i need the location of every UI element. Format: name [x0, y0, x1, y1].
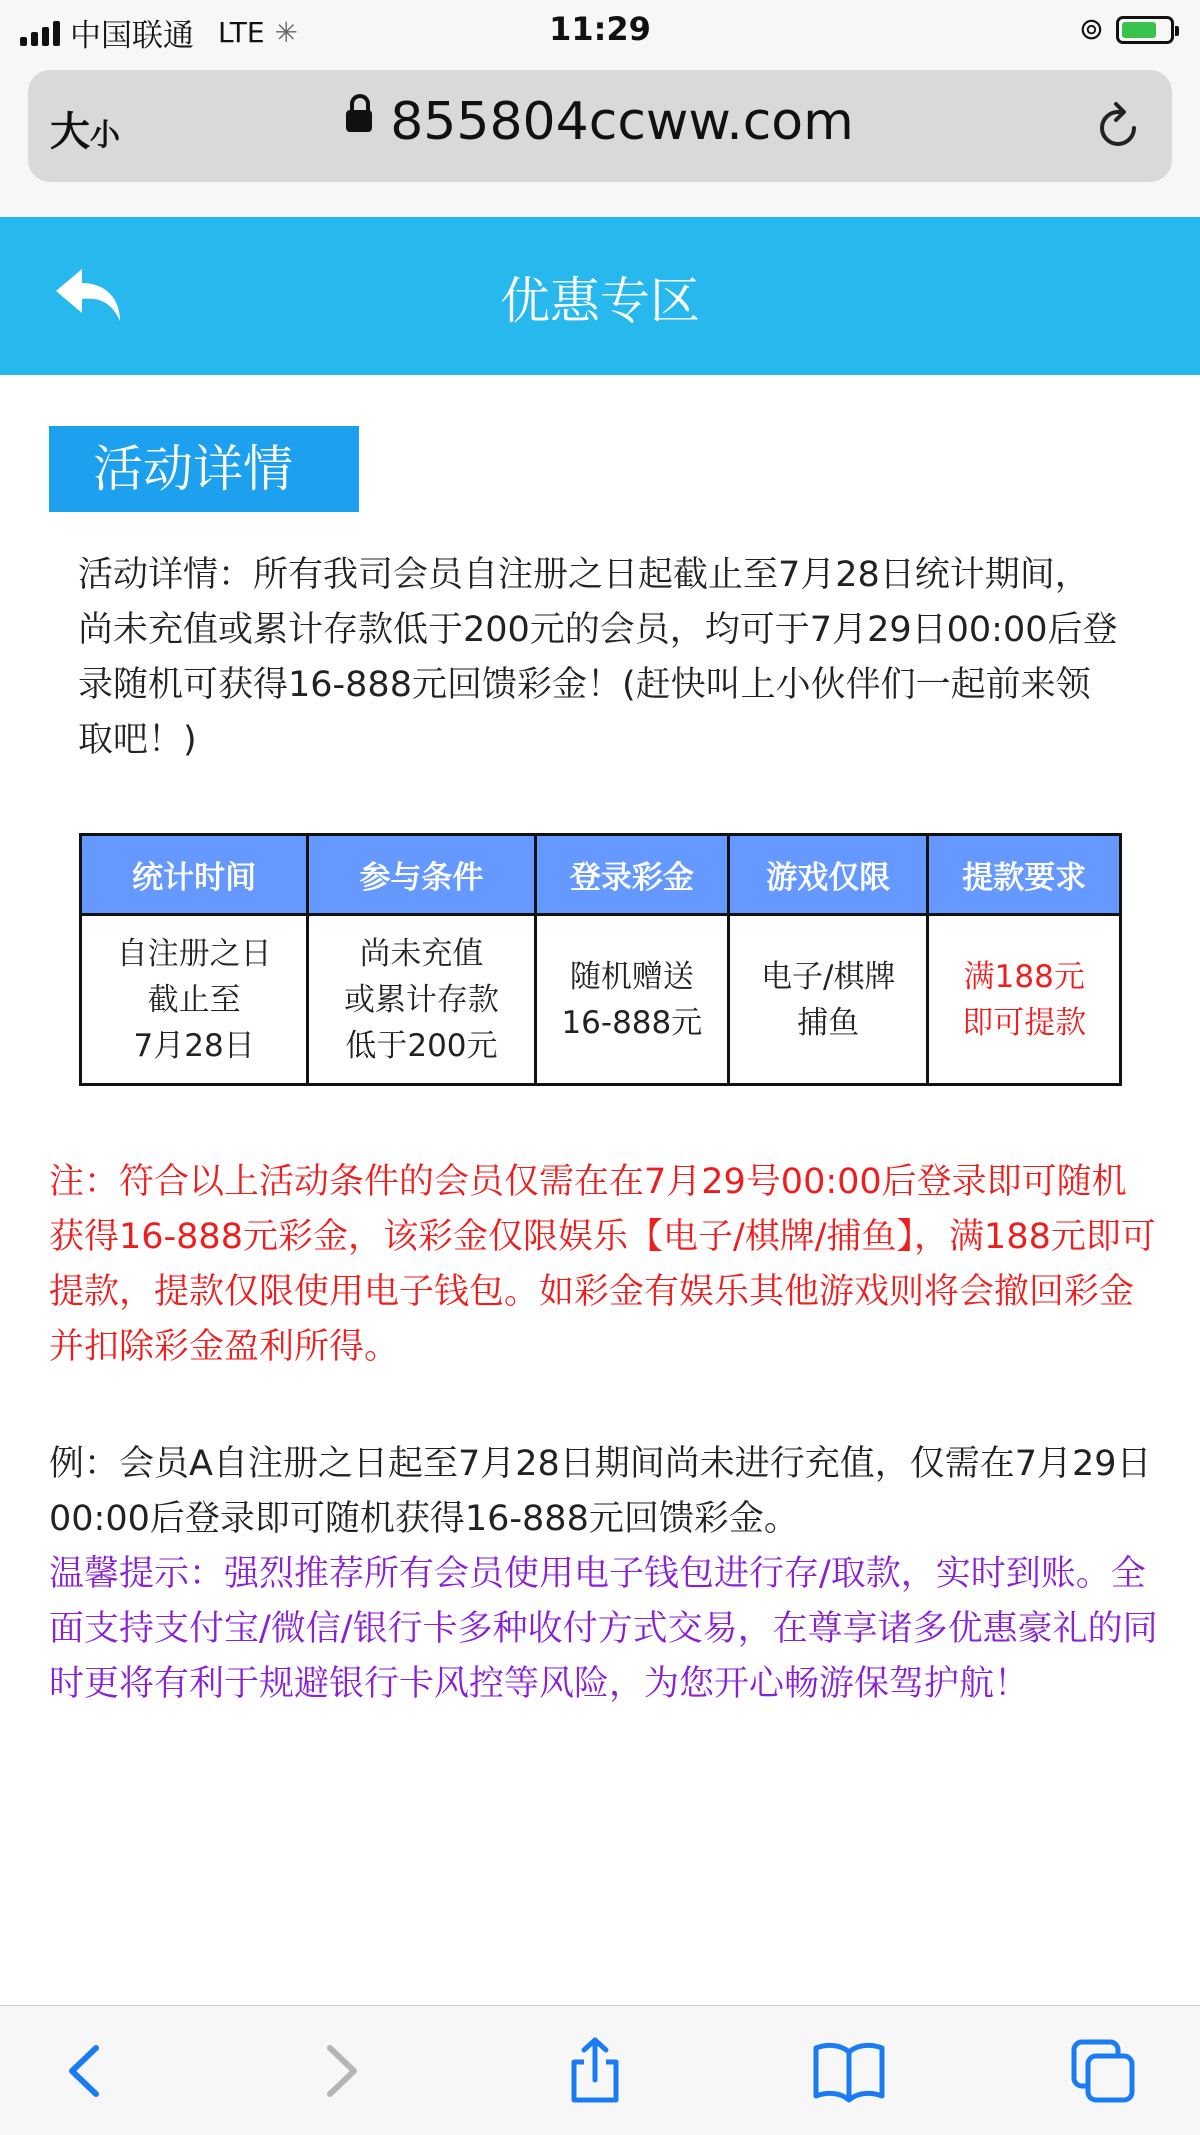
status-right [1079, 12, 1174, 47]
activity-details-tab: 活动详情 [49, 426, 359, 512]
share-icon[interactable] [560, 2036, 630, 2106]
cell-line: 尚未充值 [359, 935, 484, 972]
cell-line: 满188元 [963, 958, 1085, 995]
column-header: 游戏仅限 [729, 835, 928, 915]
chevron-left-icon[interactable] [50, 2036, 120, 2106]
browser-toolbar [0, 2005, 1200, 2135]
cell-line: 7月28日 [133, 1027, 255, 1064]
note-text: 注：符合以上活动条件的会员仅需在在7月29号00:00后登录即可随机获得16-888元彩金，该彩金仅限娱乐【电子/棋牌/捕鱼】，满188元即可提款，提款仅限使用电子钱包。如彩金有娱乐其他游戏则将会撤回彩金并扣除彩金盈利所得。 [49, 1162, 1156, 1367]
cell-line: 低于200元 [345, 1027, 498, 1064]
table-header-row [81, 835, 1121, 915]
table-cell [928, 915, 1121, 1085]
table-row [81, 915, 1121, 1085]
carrier-name: 中国联通 [70, 18, 194, 54]
cell-line: 随机赠送 [569, 958, 694, 995]
text-size-large: 大 [50, 109, 90, 155]
reload-icon[interactable] [1096, 100, 1142, 162]
text-size-small: 小 [90, 118, 120, 153]
cell-line: 即可提款 [962, 1004, 1087, 1041]
tabs-icon[interactable] [1068, 2036, 1138, 2106]
cell-line: 截止至 [147, 981, 241, 1018]
activity-intro: 活动详情：所有我司会员自注册之日起截止至7月28日统计期间，尚未充值或累计存款低于200元的会员，均可于7月29日00:00后登录随机可获得16-888元回馈彩金！(赶快叫上小伙伴们一起前来领取吧！) [78, 555, 1118, 760]
cell-line: 或累计存款 [343, 981, 499, 1018]
table-cell [729, 915, 928, 1085]
table-cell [308, 915, 535, 1085]
example-text: 例：会员A自注册之日起至7月28日期间尚未进行充值，仅需在7月29日00:00后登录即可随机获得16-888元回馈彩金。 [49, 1444, 1152, 1539]
column-header: 统计时间 [81, 835, 308, 915]
cell-line: 自注册之日 [116, 935, 272, 972]
network-type: LTE [218, 16, 265, 49]
status-time: 11:29 [549, 10, 651, 48]
column-header: 登录彩金 [535, 835, 728, 915]
lock-icon [346, 110, 372, 132]
cell-line: 16-888元 [561, 1004, 703, 1041]
url-text: 855804ccww.com [390, 92, 854, 152]
book-icon[interactable] [812, 2036, 882, 2106]
table-cell [535, 915, 728, 1085]
loading-icon: ✳ [274, 16, 299, 49]
address-bar[interactable] [28, 70, 1172, 182]
orientation-lock-icon: ⊚ [1078, 12, 1104, 47]
promo-table [79, 833, 1122, 1086]
column-header: 提款要求 [928, 835, 1121, 915]
tip-text: 温馨提示：强烈推荐所有会员使用电子钱包进行存/取款，实时到账。全面支持支付宝/微信/银行卡多种收付方式交易，在尊享诸多优惠豪礼的同时更将有利于规避银行卡风控等风险，为您开心畅游保驾护航！ [49, 1554, 1158, 1704]
cell-line: 捕鱼 [797, 1004, 860, 1041]
table-cell [81, 915, 308, 1085]
cell-line: 电子/棋牌 [761, 958, 896, 995]
battery-icon [1116, 16, 1174, 44]
column-header: 参与条件 [308, 835, 535, 915]
page-title: 优惠专区 [500, 272, 700, 330]
app-header [0, 217, 1200, 375]
url-display[interactable] [28, 92, 1172, 152]
status-bar [0, 0, 1200, 62]
chevron-right-icon[interactable] [306, 2036, 376, 2106]
browser-chrome [0, 62, 1200, 217]
